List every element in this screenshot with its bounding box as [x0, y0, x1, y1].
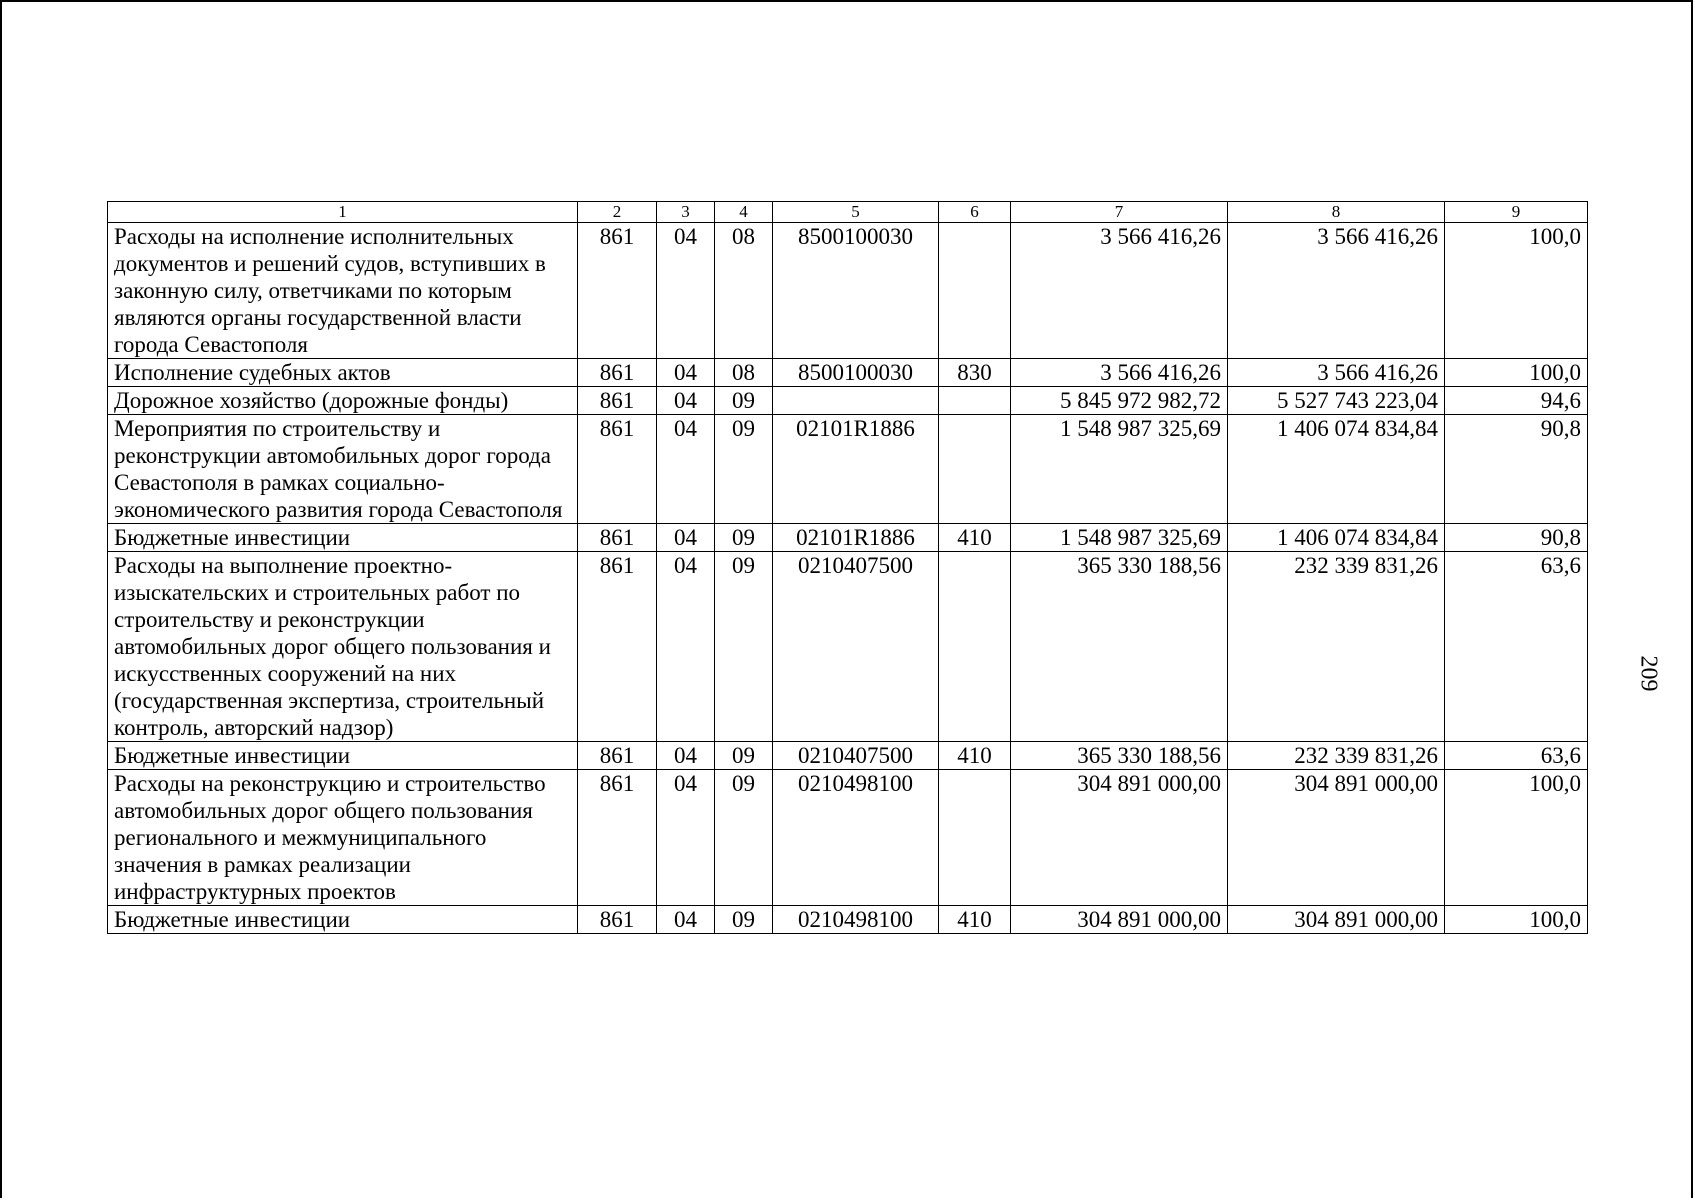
section-code: 04	[657, 770, 715, 906]
subsection-code: 09	[715, 552, 773, 742]
page-number: 209	[1635, 655, 1662, 692]
planned-amount: 304 891 000,00	[1011, 770, 1228, 906]
section-code: 04	[657, 223, 715, 359]
expense-name: Бюджетные инвестиции	[108, 742, 578, 770]
target-article-code: 0210498100	[773, 770, 939, 906]
target-article-code: 8500100030	[773, 223, 939, 359]
table-body	[108, 223, 1588, 934]
department-code: 861	[578, 742, 657, 770]
planned-amount: 365 330 188,56	[1011, 552, 1228, 742]
table-row	[108, 223, 1588, 359]
execution-percent: 100,0	[1445, 223, 1588, 359]
column-header-2: 2	[578, 202, 657, 223]
executed-amount: 3 566 416,26	[1228, 359, 1445, 387]
planned-amount: 3 566 416,26	[1011, 359, 1228, 387]
section-code: 04	[657, 742, 715, 770]
expense-name: Дорожное хозяйство (дорожные фонды)	[108, 387, 578, 415]
table-row	[108, 906, 1588, 934]
column-header-5: 5	[773, 202, 939, 223]
target-article-code: 0210407500	[773, 742, 939, 770]
table-row	[108, 742, 1588, 770]
executed-amount: 1 406 074 834,84	[1228, 524, 1445, 552]
target-article-code: 0210407500	[773, 552, 939, 742]
section-code: 04	[657, 906, 715, 934]
table-row	[108, 552, 1588, 742]
expense-name: Расходы на исполнение исполнительных документов и решений судов, вступивших в законную силу, ответчиками по которым являются органы государственной власти города Севастополя	[108, 223, 578, 359]
column-header-6: 6	[939, 202, 1011, 223]
target-article-code: 02101R1886	[773, 524, 939, 552]
execution-percent: 100,0	[1445, 906, 1588, 934]
executed-amount: 5 527 743 223,04	[1228, 387, 1445, 415]
expense-type-code	[939, 552, 1011, 742]
expense-name: Бюджетные инвестиции	[108, 524, 578, 552]
table-row	[108, 415, 1588, 524]
department-code: 861	[578, 906, 657, 934]
execution-percent: 90,8	[1445, 524, 1588, 552]
expense-type-code	[939, 387, 1011, 415]
expense-type-code	[939, 223, 1011, 359]
header-row	[108, 202, 1588, 223]
subsection-code: 09	[715, 770, 773, 906]
department-code: 861	[578, 770, 657, 906]
column-header-8: 8	[1228, 202, 1445, 223]
execution-percent: 94,6	[1445, 387, 1588, 415]
department-code: 861	[578, 524, 657, 552]
expense-name: Расходы на реконструкцию и строительство автомобильных дорог общего пользования регионального и межмуниципального значения в рамках реализации инфраструктурных проектов	[108, 770, 578, 906]
table-row	[108, 387, 1588, 415]
column-header-7: 7	[1011, 202, 1228, 223]
subsection-code: 09	[715, 906, 773, 934]
executed-amount: 232 339 831,26	[1228, 552, 1445, 742]
expense-name: Бюджетные инвестиции	[108, 906, 578, 934]
expense-name: Мероприятия по строительству и реконструкции автомобильных дорог города Севастополя в рамках социально-экономического развития города Севастополя	[108, 415, 578, 524]
subsection-code: 08	[715, 223, 773, 359]
subsection-code: 09	[715, 387, 773, 415]
planned-amount: 1 548 987 325,69	[1011, 524, 1228, 552]
expense-type-code	[939, 770, 1011, 906]
column-header-4: 4	[715, 202, 773, 223]
execution-percent: 63,6	[1445, 552, 1588, 742]
execution-percent: 63,6	[1445, 742, 1588, 770]
executed-amount: 232 339 831,26	[1228, 742, 1445, 770]
table-row	[108, 524, 1588, 552]
expense-type-code: 410	[939, 524, 1011, 552]
section-code: 04	[657, 359, 715, 387]
executed-amount: 1 406 074 834,84	[1228, 415, 1445, 524]
column-header-3: 3	[657, 202, 715, 223]
expense-type-code: 410	[939, 906, 1011, 934]
department-code: 861	[578, 359, 657, 387]
section-code: 04	[657, 524, 715, 552]
target-article-code: 8500100030	[773, 359, 939, 387]
section-code: 04	[657, 387, 715, 415]
department-code: 861	[578, 552, 657, 742]
expense-name: Исполнение судебных актов	[108, 359, 578, 387]
section-code: 04	[657, 415, 715, 524]
department-code: 861	[578, 387, 657, 415]
budget-table	[107, 201, 1588, 934]
expense-type-code	[939, 415, 1011, 524]
planned-amount: 5 845 972 982,72	[1011, 387, 1228, 415]
table-row	[108, 770, 1588, 906]
subsection-code: 09	[715, 415, 773, 524]
table-header	[108, 202, 1588, 223]
target-article-code: 0210498100	[773, 906, 939, 934]
expense-type-code: 830	[939, 359, 1011, 387]
subsection-code: 09	[715, 524, 773, 552]
section-code: 04	[657, 552, 715, 742]
planned-amount: 3 566 416,26	[1011, 223, 1228, 359]
department-code: 861	[578, 415, 657, 524]
column-header-1: 1	[108, 202, 578, 223]
execution-percent: 100,0	[1445, 359, 1588, 387]
executed-amount: 304 891 000,00	[1228, 906, 1445, 934]
planned-amount: 1 548 987 325,69	[1011, 415, 1228, 524]
execution-percent: 90,8	[1445, 415, 1588, 524]
target-article-code	[773, 387, 939, 415]
expense-name: Расходы на выполнение проектно-изыскательских и строительных работ по строительству и реконструкции автомобильных дорог общего пользования и искусственных сооружений на них (государственная экспертиза, строительный контроль, авторский надзор)	[108, 552, 578, 742]
subsection-code: 09	[715, 742, 773, 770]
executed-amount: 304 891 000,00	[1228, 770, 1445, 906]
expense-type-code: 410	[939, 742, 1011, 770]
department-code: 861	[578, 223, 657, 359]
planned-amount: 304 891 000,00	[1011, 906, 1228, 934]
column-header-9: 9	[1445, 202, 1588, 223]
executed-amount: 3 566 416,26	[1228, 223, 1445, 359]
planned-amount: 365 330 188,56	[1011, 742, 1228, 770]
execution-percent: 100,0	[1445, 770, 1588, 906]
subsection-code: 08	[715, 359, 773, 387]
table-row	[108, 359, 1588, 387]
target-article-code: 02101R1886	[773, 415, 939, 524]
